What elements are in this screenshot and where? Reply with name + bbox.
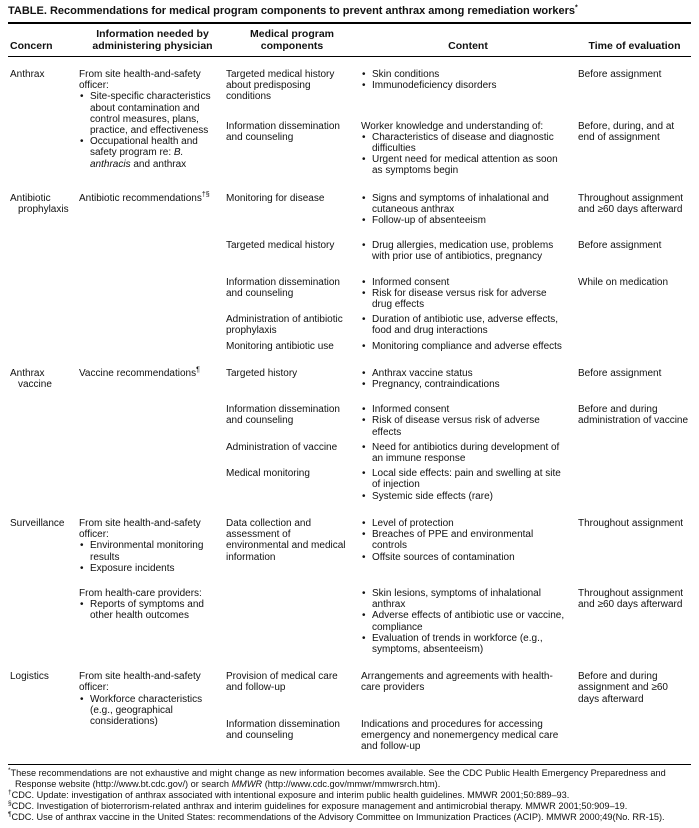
bullet-item: • Risk for disease versus risk for adverse drug effects [361, 288, 569, 310]
table-row-surveillance [8, 518, 691, 655]
component-cell: Information dissemination and counseling [226, 404, 340, 427]
bullet-item: • Risk of disease versus risk of adverse effects [361, 415, 569, 437]
column-header-content: Content [448, 40, 488, 52]
time-cell: Before and during administration of vaccine [578, 404, 689, 427]
bullet-item: • Offsite sources of contamination [361, 552, 569, 563]
content-cell [358, 277, 578, 311]
bullet-item: • Informed consent [361, 277, 569, 288]
info-lead: From site health-and-safety officer: [79, 69, 201, 92]
footnote-italic-text: MMWR [231, 779, 263, 790]
content-cell [358, 468, 578, 502]
info-bullet-list [79, 91, 217, 169]
info-cell [79, 69, 226, 170]
footnote-text: CDC. Update: investigation of anthrax associated with intentional exposure and interim public health guidelines. MMWR 2001;50:889–93. [11, 789, 570, 800]
bullet-item: • Duration of antibiotic use, adverse effects, food and drug interactions [361, 314, 569, 336]
info-lead: From site health-and-safety officer: [79, 517, 201, 541]
bullet-item: • Breaches of PPE and environmental controls [361, 529, 569, 551]
info-lead: From health-care providers: [79, 587, 202, 599]
bullet-item: • Immunodeficiency disorders [361, 80, 569, 91]
info-bullet-list [79, 599, 217, 621]
content-cell: Arrangements and agreements with health-care providers [361, 671, 553, 694]
bullet-italic-text: B. anthracis [90, 147, 184, 170]
content-bullet-list [361, 277, 569, 311]
bullet-item: • Signs and symptoms of inhalational and cutaneous anthrax [361, 193, 569, 215]
footnote-dagger [8, 790, 691, 801]
table-title-footnote-marker: * [575, 4, 578, 12]
content-bullet-list [361, 368, 569, 390]
info-cell [79, 193, 226, 204]
table-header-row [8, 24, 691, 57]
bullet-item: • Urgent need for medical attention as soon as symptoms begin [361, 154, 569, 176]
footnote-list [8, 765, 691, 822]
content-cell [358, 368, 578, 390]
component-cell: Information dissemination and counseling [226, 120, 340, 143]
component-cell: Information dissemination and counseling [226, 276, 340, 299]
content-bullet-list [361, 69, 569, 91]
time-cell: Before assignment [578, 240, 662, 252]
content-cell [358, 121, 578, 177]
content-cell [358, 193, 578, 227]
table-row-anthrax-vaccine [8, 368, 691, 502]
bullet-item: • Exposure incidents [79, 563, 217, 574]
footnote-section [8, 764, 691, 822]
time-cell: Throughout assignment [578, 517, 684, 529]
info-cell [79, 518, 226, 574]
component-cell: Monitoring for disease [226, 192, 325, 204]
content-cell [358, 442, 578, 464]
time-cell: Before assignment [578, 69, 662, 80]
footnote-text: (http://www.cdc.gov/mmwr/mmwrsrch.htm). [262, 779, 441, 790]
column-header-components: Medical program components [249, 28, 335, 52]
bullet-text: and anthrax [130, 158, 187, 170]
concern-cell: Anthrax vaccine [10, 367, 52, 391]
info-text: Vaccine recommendations [79, 367, 197, 379]
footnote-marker: ¶ [8, 810, 12, 818]
component-cell: Targeted medical history [226, 240, 335, 252]
concern-cell: Anthrax [10, 69, 45, 80]
content-cell [358, 588, 578, 655]
bullet-item: • Skin lesions, symptoms of inhalational anthrax [361, 588, 569, 610]
footnote-text: CDC. Investigation of bioterrorism-related anthrax and interim guidelines for exposure management and antimicrobial therapy. MMWR 2001;50:909–19. [11, 800, 628, 811]
column-header-concern: Concern [10, 40, 53, 52]
bullet-item: • Follow-up of absenteeism [361, 215, 569, 226]
bullet-item: • Systemic side effects (rare) [361, 491, 569, 502]
table-row-anthrax [8, 69, 691, 177]
content-cell [358, 404, 578, 438]
bullet-item: • Informed consent [361, 404, 569, 415]
table-title-text: TABLE. Recommendations for medical program components to prevent anthrax among remediation workers [8, 5, 576, 17]
info-footnote-marker: ¶ [196, 366, 200, 374]
column-header-info: Information needed by administering physician [92, 28, 213, 52]
concern-cell: Antibiotic prophylaxis [10, 192, 69, 215]
bullet-item: • Reports of symptoms and other health outcomes [79, 599, 217, 621]
content-bullet-list [361, 341, 569, 352]
info-bullet-list [79, 540, 217, 574]
content-bullet-list [361, 468, 569, 502]
time-cell: Throughout assignment and ≥60 days afterward [578, 192, 684, 215]
bullet-item: • Anthrax vaccine status [361, 368, 569, 379]
bullet-item: • Adverse effects of antibiotic use or vaccine, compliance [361, 610, 569, 632]
content-bullet-list [361, 240, 569, 262]
bullet-item: • Drug allergies, medication use, problems with prior use of antibiotics, pregnancy [361, 240, 569, 262]
bullet-item: • Site-specific characteristics about contamination and control measures, plans, practice, and effectiveness [79, 91, 217, 136]
bullet-item: • Evaluation of trends in workforce (e.g., symptoms, absenteeism) [361, 633, 569, 655]
component-cell: Data collection and assessment of environmental and medical information [226, 517, 346, 563]
component-cell: Medical monitoring [226, 468, 310, 480]
content-bullet-list [361, 314, 569, 336]
info-text: Antibiotic recommendations [79, 192, 202, 204]
bullet-item: • Pregnancy, contraindications [361, 379, 569, 390]
footnote-asterisk [8, 768, 691, 790]
content-cell [358, 69, 578, 91]
content-bullet-list [361, 193, 569, 227]
footnote-marker: * [8, 767, 11, 775]
time-cell: While on medication [578, 276, 669, 288]
content-cell [358, 314, 578, 336]
table-row-antibiotic-prophylaxis [8, 193, 691, 352]
info-footnote-marker: †§ [201, 191, 210, 199]
content-bullet-list [361, 132, 569, 177]
time-cell: Before and during assignment and ≥60 days afterward [578, 671, 668, 705]
time-cell: Throughout assignment and ≥60 days afterward [578, 587, 684, 611]
content-cell [358, 240, 578, 262]
time-cell: Before, during, and at end of assignment [578, 120, 675, 143]
column-header-time: Time of evaluation [588, 40, 681, 52]
footnote-text: These recommendations are not exhaustive and might change as new information becomes available. See the CDC Public Health Emergency Preparedness and Response website (http://www.bt.cdc.gov/) or search [10, 768, 666, 790]
info-cell [79, 368, 226, 379]
component-cell: Administration of antibiotic prophylaxis [226, 314, 343, 337]
component-cell: Administration of vaccine [226, 441, 338, 453]
component-cell: Monitoring antibiotic use [226, 340, 334, 352]
component-cell: Provision of medical care and follow-up [226, 671, 338, 694]
concern-cell: Surveillance [10, 517, 65, 529]
content-cell [358, 341, 578, 352]
footnote-pilcrow [8, 812, 691, 823]
content-lead: Worker knowledge and understanding of: [361, 120, 544, 132]
bullet-item: • Environmental monitoring results [79, 540, 217, 562]
bullet-item: • Level of protection [361, 518, 569, 529]
info-bullet-list [79, 694, 217, 728]
bullet-text: Occupational health and safety program re: [90, 136, 198, 159]
time-cell: Before assignment [578, 367, 662, 379]
footnote-text: CDC. Use of anthrax vaccine in the United States: recommendations of the Advisory Committee on Immunization Practices (ACIP). MMWR 2000;49(No. RR-15). [11, 811, 665, 822]
component-cell: Targeted history [226, 367, 298, 379]
content-bullet-list [361, 518, 569, 563]
content-bullet-list [361, 442, 569, 464]
info-lead: From site health-and-safety officer: [79, 671, 201, 694]
content-bullet-list [361, 404, 569, 438]
component-cell: Information dissemination and counseling [226, 718, 340, 741]
bullet-item: • Workforce characteristics (e.g., geographical considerations) [79, 694, 217, 728]
bullet-item: • Need for antibiotics during development of an immune response [361, 442, 569, 464]
bullet-item: • Monitoring compliance and adverse effects [361, 341, 569, 352]
table-row-logistics [8, 671, 691, 752]
footnote-marker: § [8, 799, 12, 807]
concern-cell: Logistics [10, 671, 49, 683]
footnote-marker: † [8, 788, 12, 796]
content-cell: Indications and procedures for accessing emergency and nonemergency medical care and follow-up [361, 718, 559, 753]
bullet-item: • Skin conditions [361, 69, 569, 80]
table-title [8, 3, 691, 22]
content-cell [358, 518, 578, 563]
bullet-item: • Local side effects: pain and swelling at site of injection [361, 468, 569, 490]
footnote-section-mark [8, 801, 691, 812]
bullet-item: • Characteristics of disease and diagnostic difficulties [361, 132, 569, 154]
info-cell [79, 588, 226, 622]
bullet-item [79, 136, 217, 170]
info-cell [79, 671, 226, 727]
content-bullet-list [361, 588, 569, 655]
component-cell: Targeted medical history about predisposing conditions [226, 69, 335, 103]
